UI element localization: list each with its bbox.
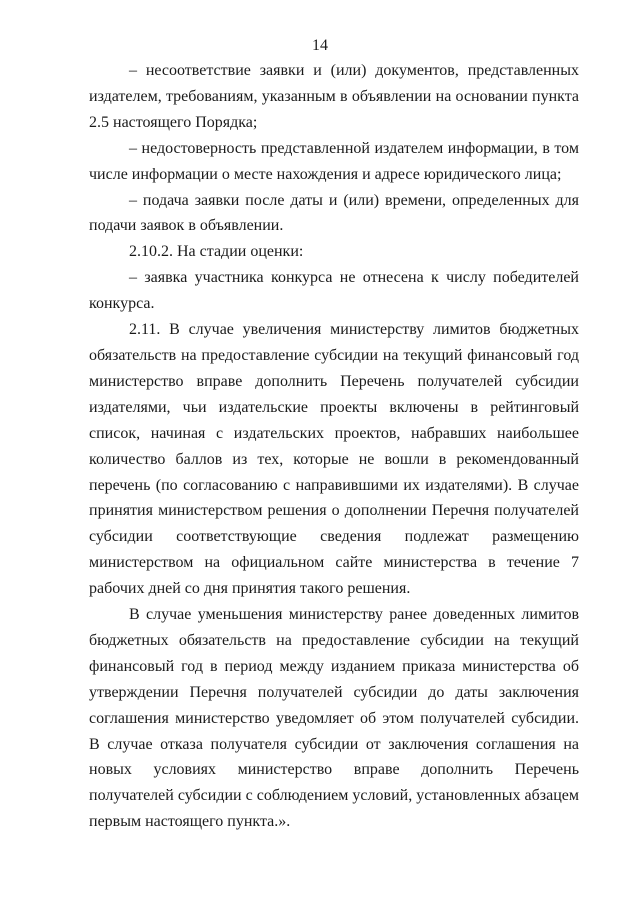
paragraph-evaluation-stage: 2.10.2. На стадии оценки: (129, 243, 304, 261)
paragraph-limit-reduction: В случае уменьшения министерству ранее доведенных лимитов бюджетных обязательств на предоставление субсидии на текущий финансовый год в период между изданием приказа министерства об утверждении Перечня получателей субсидии до даты заключения соглашения министерство уведомляет об этом получателей субсидии. В случае отказа получателя субсидии от заключения соглашения на новых условиях министерство вправе дополнить Перечень получателей субсидии с соблюдением условий, установленных абзацем первым настоящего пункта.». (89, 606, 579, 831)
paragraph-noncompliance: – несоответствие заявки и (или) документов, представленных издателем, требованиям, указанным в объявлении на основании пункта 2.5 настоящего Порядка; (89, 62, 579, 131)
paragraph-inaccuracy: – недостоверность представленной издателем информации, в том числе информации о месте нахождения и адресе юридического лица; (89, 139, 579, 183)
page-number: 14 (312, 37, 328, 54)
paragraph-section-2-11: 2.11. В случае увеличения министерству лимитов бюджетных обязательств на предоставление субсидии на текущий финансовый год министерство вправе дополнить Перечень получателей субсидии издателями, чьи издательские проекты включены в рейтинговый список, начиная с издательских проектов, набравших наибольшее количество баллов из тех, которые не вошли в рекомендованный перечень (по согласованию с направившими их издателями). В случае принятия министерством решения о дополнении Перечня получателей субсидии соответствующие сведения подлежат размещению министерством на официальном сайте министерства в течение 7 рабочих дней со дня принятия такого решения. (89, 321, 579, 598)
document-body (89, 58, 579, 835)
paragraph-late-submission: – подача заявки после даты и (или) времени, определенных для подачи заявок в объявлении. (89, 191, 579, 235)
paragraph-not-winner: – заявка участника конкурса не отнесена к числу победителей конкурса. (89, 269, 579, 313)
